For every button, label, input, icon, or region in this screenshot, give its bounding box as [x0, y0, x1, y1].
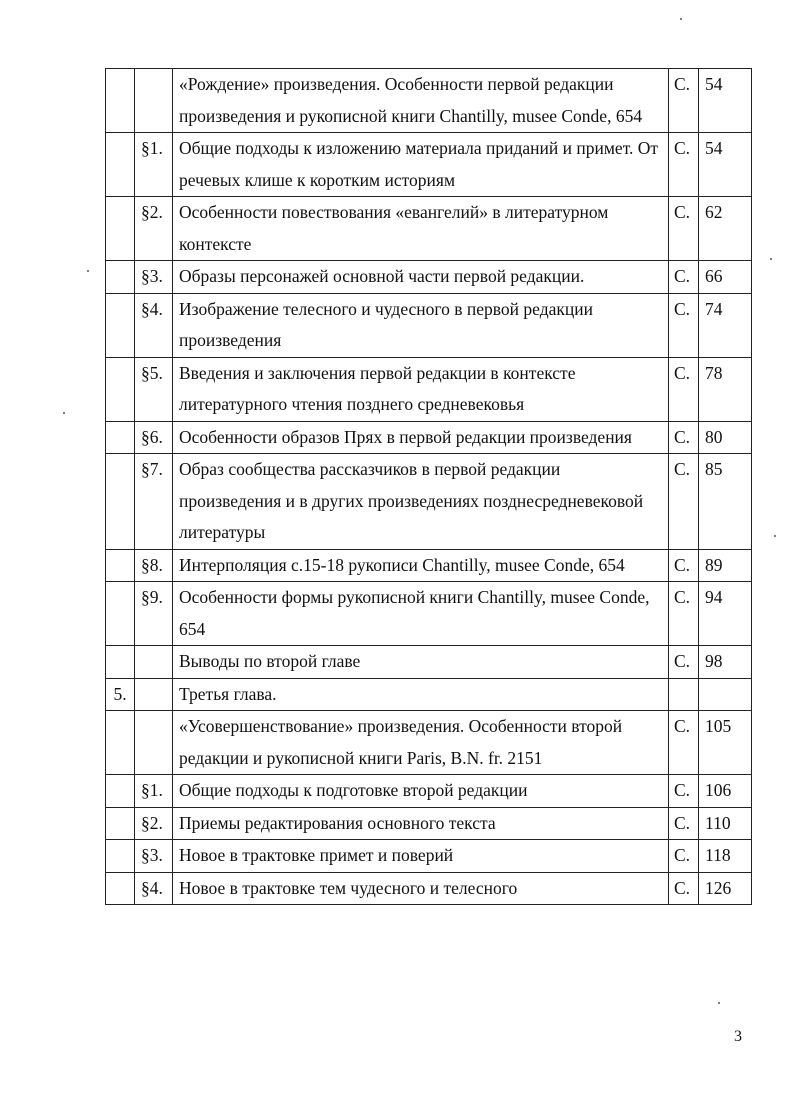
page-abbrev-cell: С.: [669, 357, 699, 421]
page-abbrev-cell: С.: [669, 711, 699, 775]
page-number-cell: 118: [699, 840, 752, 873]
page-abbrev-cell: С.: [669, 775, 699, 808]
section-number-cell: §3.: [135, 261, 173, 294]
chapter-number-cell: [106, 69, 135, 133]
section-title-cell: Особенности формы рукописной книги Chantilly, musee Conde, 654: [173, 582, 669, 646]
toc-row: [106, 775, 752, 808]
section-number-cell: §8.: [135, 549, 173, 582]
toc-row: [106, 549, 752, 582]
section-number-cell: §9.: [135, 582, 173, 646]
chapter-number-cell: [106, 582, 135, 646]
page-number-cell: 110: [699, 807, 752, 840]
section-number-cell: [135, 69, 173, 133]
chapter-number-cell: [106, 197, 135, 261]
section-title-cell: Образ сообщества рассказчиков в первой редакции произведения и в других произведениях позднесредневековой литературы: [173, 454, 669, 550]
page-number-cell: 54: [699, 69, 752, 133]
toc-row: [106, 807, 752, 840]
page-abbrev-cell: С.: [669, 549, 699, 582]
chapter-number-cell: [106, 872, 135, 905]
section-title-cell: Интерполяция с.15-18 рукописи Chantilly, musee Conde, 654: [173, 549, 669, 582]
page-number-cell: 66: [699, 261, 752, 294]
page-number-cell: 74: [699, 293, 752, 357]
section-title-cell: Третья глава.: [173, 678, 669, 711]
scan-speck: [770, 258, 772, 260]
page-abbrev-cell: С.: [669, 197, 699, 261]
chapter-number-cell: [106, 261, 135, 294]
toc-row: [106, 454, 752, 550]
scan-speck: [63, 412, 65, 414]
section-title-cell: «Усовершенствование» произведения. Особенности второй редакции и рукописной книги Paris, B.N. fr. 2151: [173, 711, 669, 775]
section-title-cell: Образы персонажей основной части первой редакции.: [173, 261, 669, 294]
page-abbrev-cell: С.: [669, 454, 699, 550]
toc-row: [106, 261, 752, 294]
page-abbrev-cell: С.: [669, 646, 699, 679]
toc-row: [106, 357, 752, 421]
section-title-cell: Новое в трактовке тем чудесного и телесного: [173, 872, 669, 905]
toc-row: [106, 711, 752, 775]
chapter-number-cell: [106, 646, 135, 679]
chapter-number-cell: [106, 357, 135, 421]
toc-row: [106, 678, 752, 711]
page-abbrev-cell: С.: [669, 69, 699, 133]
page-number-cell: 54: [699, 133, 752, 197]
page-abbrev-cell: С.: [669, 840, 699, 873]
chapter-number-cell: [106, 421, 135, 454]
page-number-cell: 98: [699, 646, 752, 679]
section-title-cell: Введения и заключения первой редакции в контексте литературного чтения позднего средневековья: [173, 357, 669, 421]
section-number-cell: §2.: [135, 197, 173, 261]
page-number-cell: 94: [699, 582, 752, 646]
page-abbrev-cell: С.: [669, 293, 699, 357]
page-number-cell: 89: [699, 549, 752, 582]
chapter-number-cell: [106, 293, 135, 357]
scan-speck: [774, 535, 776, 537]
section-number-cell: §7.: [135, 454, 173, 550]
page-abbrev-cell: С.: [669, 261, 699, 294]
toc-row: [106, 582, 752, 646]
section-title-cell: Новое в трактовке примет и поверий: [173, 840, 669, 873]
section-title-cell: Особенности повествования «евангелий» в литературном контексте: [173, 197, 669, 261]
section-title-cell: Общие подходы к изложению материала приданий и примет. От речевых клише к коротким историям: [173, 133, 669, 197]
page-abbrev-cell: С.: [669, 872, 699, 905]
section-title-cell: Выводы по второй главе: [173, 646, 669, 679]
page-number-cell: 62: [699, 197, 752, 261]
section-number-cell: [135, 646, 173, 679]
page-number-cell: 105: [699, 711, 752, 775]
toc-row: [106, 840, 752, 873]
chapter-number-cell: 5.: [106, 678, 135, 711]
section-title-cell: «Рождение» произведения. Особенности первой редакции произведения и рукописной книги Chantilly, musee Conde, 654: [173, 69, 669, 133]
toc-row: [106, 421, 752, 454]
toc-row: [106, 69, 752, 133]
section-number-cell: §2.: [135, 807, 173, 840]
chapter-number-cell: [106, 840, 135, 873]
scan-speck: [680, 18, 682, 20]
page-number: 3: [734, 1028, 742, 1045]
page-number-cell: 106: [699, 775, 752, 808]
section-title-cell: Изображение телесного и чудесного в первой редакции произведения: [173, 293, 669, 357]
section-number-cell: §1.: [135, 133, 173, 197]
toc-table: [105, 68, 752, 905]
chapter-number-cell: [106, 133, 135, 197]
page-abbrev-cell: С.: [669, 582, 699, 646]
section-number-cell: [135, 678, 173, 711]
page-abbrev-cell: [669, 678, 699, 711]
toc-row: [106, 133, 752, 197]
toc-body: [106, 69, 752, 905]
chapter-number-cell: [106, 549, 135, 582]
page-abbrev-cell: С.: [669, 421, 699, 454]
chapter-number-cell: [106, 775, 135, 808]
toc-row: [106, 872, 752, 905]
page-number-cell: [699, 678, 752, 711]
page-number-cell: 126: [699, 872, 752, 905]
page-number-cell: 80: [699, 421, 752, 454]
chapter-number-cell: [106, 711, 135, 775]
section-number-cell: §5.: [135, 357, 173, 421]
toc-row: [106, 646, 752, 679]
scan-speck: [718, 1002, 720, 1004]
page-abbrev-cell: С.: [669, 133, 699, 197]
section-title-cell: Приемы редактирования основного текста: [173, 807, 669, 840]
page-number-cell: 85: [699, 454, 752, 550]
section-number-cell: §1.: [135, 775, 173, 808]
scan-speck: [87, 270, 89, 272]
toc-row: [106, 293, 752, 357]
page-abbrev-cell: С.: [669, 807, 699, 840]
section-title-cell: Общие подходы к подготовке второй редакции: [173, 775, 669, 808]
section-title-cell: Особенности образов Прях в первой редакции произведения: [173, 421, 669, 454]
page-number-cell: 78: [699, 357, 752, 421]
section-number-cell: §3.: [135, 840, 173, 873]
section-number-cell: §4.: [135, 293, 173, 357]
section-number-cell: [135, 711, 173, 775]
toc-row: [106, 197, 752, 261]
section-number-cell: §4.: [135, 872, 173, 905]
chapter-number-cell: [106, 454, 135, 550]
chapter-number-cell: [106, 807, 135, 840]
section-number-cell: §6.: [135, 421, 173, 454]
